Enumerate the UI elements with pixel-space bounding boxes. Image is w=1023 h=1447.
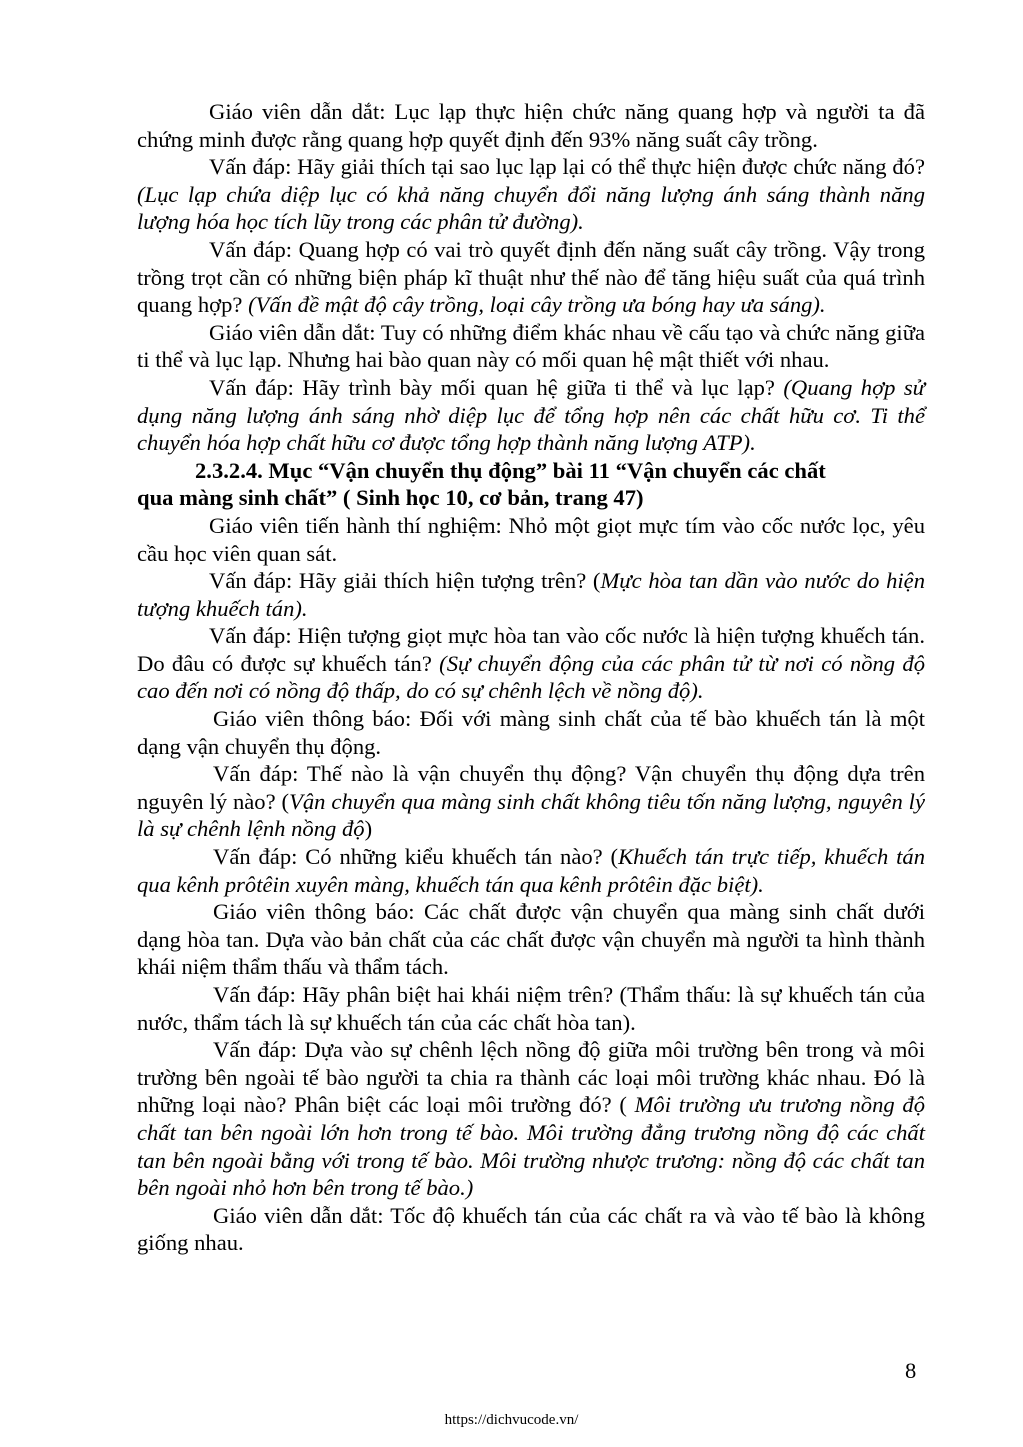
- section-heading: 2.3.2.4. Mục “Vận chuyển thụ động” bài 11 “Vận chuyển các chất: [195, 457, 826, 483]
- paragraph: [137, 98, 925, 153]
- paragraph: [137, 567, 925, 622]
- paragraph-italic-text: (Vấn đề mật độ cây trồng, loại cây trồng ưa bóng hay ưa sáng).: [248, 292, 826, 318]
- paragraph: [137, 705, 925, 760]
- section-heading-continued: qua màng sinh chất” ( Sinh học 10, cơ bản, trang 47): [137, 485, 644, 511]
- footer-url: https://dichvucode.vn/: [444, 1412, 579, 1428]
- paragraph-italic-text: Môi trường ưu trương nồng độ chất tan bên ngoài lớn hơn trong tế bào. Môi trường đẳng trương nồng độ các chất tan bên ngoài bằng với trong tế bào. Môi trường nhược trương: nồng độ các chất tan bên ngoài nhỏ hơn bên trong tế bào.): [137, 1092, 925, 1201]
- paragraph: [137, 898, 925, 981]
- paragraph: [137, 1202, 925, 1257]
- paragraph-text: Vấn đáp: Thế nào là vận chuyển thụ động? Vận chuyển thụ động dựa trên nguyên lý nào? (: [137, 761, 925, 814]
- paragraph-text: Giáo viên thông báo: Đối với màng sinh chất của tế bào khuếch tán là một dạng vận chuyển thụ động.: [137, 706, 925, 759]
- paragraph-italic-text: Khuếch tán trực tiếp, khuếch tán qua kênh prôtêin xuyên màng, khuếch tán qua kênh prôtêin đặc biệt).: [137, 844, 925, 897]
- paragraph-text: Vấn đáp: Hãy giải thích tại sao lục lạp lại có thể thực hiện được chức năng đó?: [209, 154, 925, 180]
- paragraph-italic-text: (Quang hợp sử dụng năng lượng ánh sáng nhờ diệp lục để tổng hợp nên các chất hữu cơ. Ti thể chuyển hóa hợp chất hữu cơ được tổng hợp thành năng lượng ATP).: [137, 374, 926, 456]
- paragraph-italic-text: (Sự chuyển động của các phân tử từ nơi có nồng độ cao đến nơi có nồng độ thấp, do có sự chênh lệch về nồng độ).: [137, 650, 925, 704]
- page-number: 8: [905, 1358, 917, 1383]
- page-body: [137, 98, 925, 1257]
- paragraph-text: Vấn đáp: Hãy trình bày mối quan hệ giữa ti thể và lục lạp?: [209, 374, 784, 400]
- paragraph-text: Giáo viên thông báo: Các chất được vận chuyển qua màng sinh chất dưới dạng hòa tan. Dựa vào bản chất của các chất được vận chuyển mà người ta hình thành khái niệm thẩm thấu và thẩm tách.: [137, 899, 925, 980]
- paragraph-text: Vấn đáp: Hãy phân biệt hai khái niệm trên? (Thẩm thấu: là sự khuếch tán của nước, thẩm tách là sự khuếch tán của các chất hòa tan).: [137, 982, 925, 1035]
- paragraph-text: Vấn đáp: Quang hợp có vai trò quyết định đến năng suất cây trồng. Vậy trong trồng trọt cần có những biện pháp kĩ thuật như thế nào để tăng hiệu suất của quá trình quang hợp?: [137, 236, 925, 318]
- paragraph-text-after: ): [364, 816, 373, 842]
- paragraph-text: Giáo viên dẫn dắt: Lục lạp thực hiện chức năng quang hợp và người ta đã chứng minh được rằng quang hợp quyết định đến 93% năng suất cây trồng.: [137, 99, 925, 152]
- paragraph-text: Giáo viên dẫn dắt: Tuy có những điểm khác nhau về cấu tạo và chức năng giữa ti thể và lục lạp. Nhưng hai bào quan này có mối quan hệ mật thiết với nhau.: [137, 319, 925, 373]
- paragraph: [137, 319, 925, 374]
- paragraph-text: Giáo viên tiến hành thí nghiệm: Nhỏ một giọt mực tím vào cốc nước lọc, yêu cầu học viên quan sát.: [137, 512, 925, 566]
- paragraph-italic-text: Vận chuyển qua màng sinh chất không tiêu tốn năng lượng, nguyên lý là sự chênh lệnh nồng độ: [137, 788, 925, 842]
- paragraph: [137, 1036, 925, 1202]
- paragraph-italic-text: (Lục lạp chứa diệp lục có khả năng chuyển đổi năng lượng ánh sáng thành năng lượng hóa học tích lũy trong các phân tử đường).: [137, 181, 925, 235]
- paragraph: [137, 622, 925, 705]
- paragraph: [137, 236, 925, 319]
- paragraph: [137, 843, 925, 898]
- paragraph-text: Vấn đáp: Hiện tượng giọt mực hòa tan vào cốc nước là hiện tượng khuếch tán. Do đâu có được sự khuếch tán?: [137, 623, 925, 676]
- paragraph-text: Giáo viên dẫn dắt: Tốc độ khuếch tán của các chất ra và vào tế bào là không giống nhau.: [137, 1202, 925, 1256]
- paragraph-text: Vấn đáp: Hãy giải thích hiện tượng trên? (: [209, 568, 601, 594]
- paragraph: [137, 512, 925, 567]
- paragraph: [137, 374, 925, 457]
- paragraph: [137, 153, 925, 236]
- paragraph: [137, 981, 925, 1036]
- paragraph-italic-text: Mực hòa tan dần vào nước do hiện tượng khuếch tán).: [137, 568, 925, 621]
- paragraph-text: Vấn đáp: Có những kiểu khuếch tán nào? (: [213, 844, 619, 870]
- paragraph: [137, 760, 925, 843]
- paragraph-text: Vấn đáp: Dựa vào sự chênh lệch nồng độ giữa môi trường bên trong và môi trường bên ngoài tế bào người ta chia ra thành các loại môi trường khác nhau. Đó là những loại nào? Phân biệt các loại môi trường đó? (: [137, 1037, 925, 1118]
